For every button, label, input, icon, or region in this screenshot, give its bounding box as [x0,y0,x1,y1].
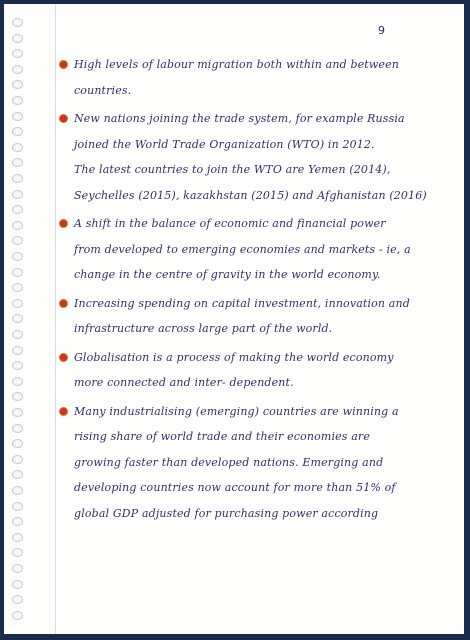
spiral-hole [12,49,23,58]
text-line: New nations joining the trade system, for example Russia [74,112,405,125]
page-number: 9 [378,24,385,37]
spiral-hole [12,18,23,27]
bullet-dot-icon [60,61,67,68]
bullet-item-emerging [60,399,434,527]
spiral-hole [12,533,23,542]
spiral-hole [12,268,23,277]
text-line: growing faster than developed nations. Emerging and [74,455,384,469]
spiral-hole [12,470,23,479]
bullet-item-new-nations [60,106,434,208]
spiral-hole [12,408,23,417]
text-line: infrastructure across large part of the world. [74,322,333,335]
spiral-hole [12,424,23,433]
spiral-hole [12,595,23,604]
spiral-hole [12,174,23,183]
text-line: from developed to emerging economies and markets - ie, a [74,242,411,256]
spiral-hole [12,377,23,386]
spiral-hole [12,517,23,526]
bullet-dot-icon [60,220,67,227]
spiral-hole [12,65,23,74]
bullet-dot-icon [60,300,67,307]
text-line: Seychelles (2015), kazakhstan (2015) and Afghanistan (2016) [74,188,427,202]
spiral-hole [12,143,23,152]
spiral-hole [12,392,23,401]
spiral-hole [12,221,23,230]
spiral-hole [12,34,23,43]
spiral-hole [12,486,23,495]
text-line: joined the World Trade Organization (WTO) in 2012. [74,137,375,151]
text-line: countries. [74,83,132,97]
spiral-hole [12,548,23,557]
spiral-hole [12,283,23,292]
text-line: Increasing spending on capital investment, innovation and [74,296,410,310]
spiral-hole [12,439,23,448]
spiral-hole [12,314,23,323]
margin-line [55,4,56,634]
spiral-hole [12,252,23,261]
text-line: Globalisation is a process of making the world economy [74,350,394,364]
text-line: change in the centre of gravity in the world economy. [74,268,381,281]
spiral-hole [12,299,23,308]
notebook-page [4,4,464,634]
spiral-hole [12,158,23,167]
bullet-item-globalisation [60,345,434,396]
text-line: global GDP adjusted for purchasing power according [74,506,379,520]
bullet-item-shift [60,211,434,288]
spiral-holes [12,18,32,628]
spiral-hole [12,127,23,136]
spiral-hole [12,330,23,339]
handwritten-notes [60,52,434,526]
text-line: High levels of labour migration both within and between [74,58,399,71]
spiral-hole [12,611,23,620]
bullet-item-migration [60,52,434,103]
spiral-hole [12,580,23,589]
spiral-hole [12,190,23,199]
spiral-hole [12,236,23,245]
text-line: Many industrialising (emerging) countries are winning a [74,404,399,418]
spiral-hole [12,205,23,214]
text-line: A shift in the balance of economic and financial power [74,217,386,230]
spiral-hole [12,455,23,464]
spiral-hole [12,96,23,105]
spiral-hole [12,361,23,370]
text-line: developing countries now account for more than 51% of [74,481,396,494]
spiral-hole [12,112,23,121]
text-line: more connected and inter- dependent. [74,376,294,389]
text-line: The latest countries to join the WTO are Yemen (2014), [74,163,391,176]
bullet-dot-icon [60,115,67,122]
spiral-hole [12,80,23,89]
text-line: rising share of world trade and their economies are [74,430,370,443]
spiral-hole [12,502,23,511]
bullet-item-investment [60,291,434,342]
bullet-dot-icon [60,354,67,361]
spiral-hole [12,564,23,573]
spiral-hole [12,346,23,355]
bullet-dot-icon [60,408,67,415]
